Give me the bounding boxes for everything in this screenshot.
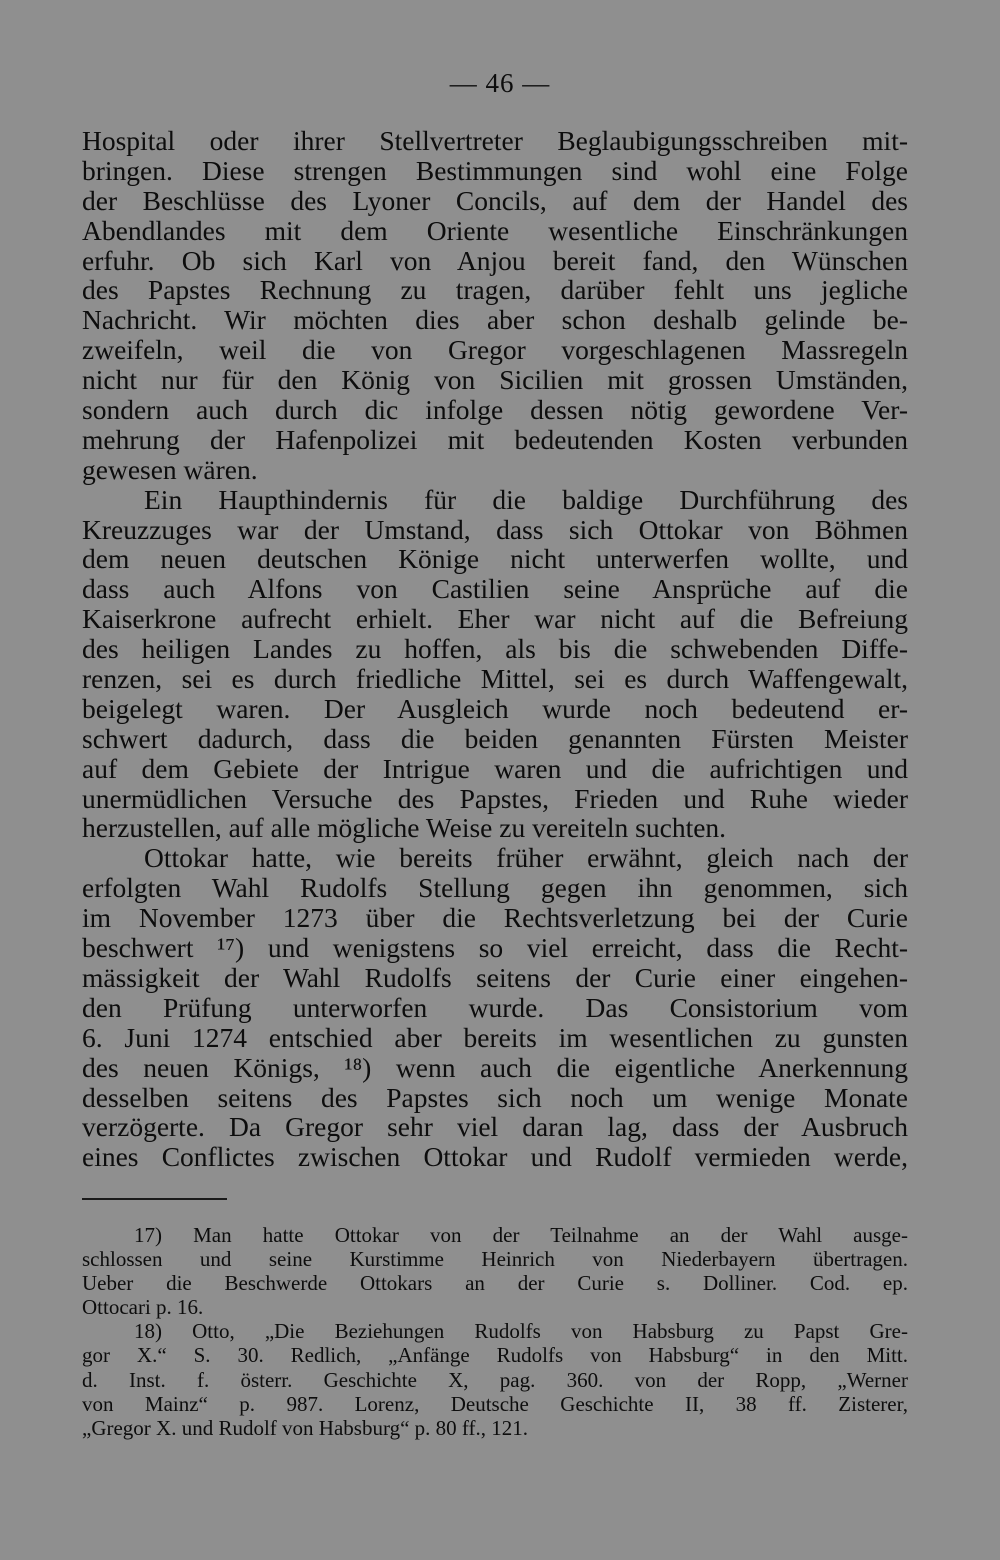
body-line: erfuhr. Ob sich Karl von Anjou bereit fand, den Wünschen — [82, 244, 908, 276]
body-text — [82, 126, 908, 1172]
footnote-line: 18) Otto, „Die Beziehungen Rudolfs von Habsburg zu Papst Gre- — [134, 1319, 908, 1344]
body-line: auf dem Gebiete der Intrigue waren und die aufrichtigen und — [82, 752, 908, 784]
body-line: des neuen Königs, ¹⁸) wenn auch die eigentliche Anerkennung — [82, 1051, 908, 1083]
body-line: herzustellen, auf alle mögliche Weise zu vereiteln suchten. — [82, 812, 727, 844]
body-line: nicht nur für den König von Sicilien mit grossen Umständen, — [82, 364, 908, 396]
body-line: sondern auch durch dic infolge dessen nötig gewordene Ver- — [82, 394, 908, 426]
body-line: dem neuen deutschen Könige nicht unterwerfen wollte, und — [82, 543, 908, 575]
body-line: des Papstes Rechnung zu tragen, darüber fehlt uns jegliche — [82, 274, 908, 306]
body-line: desselben seitens des Papstes sich noch um wenige Monate — [82, 1081, 908, 1113]
body-line: im November 1273 über die Rechtsverletzung bei der Curie — [82, 902, 908, 934]
body-line: Nachricht. Wir möchten dies aber schon deshalb gelinde be- — [82, 304, 908, 336]
body-line: den Prüfung unterworfen wurde. Das Consistorium vom — [82, 991, 908, 1023]
body-line: renzen, sei es durch friedliche Mittel, sei es durch Waffengewalt, — [82, 663, 908, 695]
footnote-divider — [82, 1198, 227, 1200]
body-line: Kaiserkrone aufrecht erhielt. Eher war nicht auf die Befreiung — [82, 603, 908, 635]
body-line: 6. Juni 1274 entschied aber bereits im wesentlichen zu gunsten — [82, 1021, 908, 1053]
body-line: des heiligen Landes zu hoffen, als bis die schwebenden Diffe- — [82, 633, 908, 665]
footnote-line: 17) Man hatte Ottokar von der Teilnahme an der Wahl ausge- — [134, 1223, 908, 1247]
footnote-line: Ueber die Beschwerde Ottokars an der Curie s. Dolliner. Cod. ep. — [82, 1271, 908, 1296]
body-line: beschwert ¹⁷) und wenigstens so viel erreicht, dass die Recht- — [82, 932, 908, 964]
body-line: verzögerte. Da Gregor sehr viel daran lag, dass der Ausbruch — [82, 1111, 908, 1143]
footnote-line: schlossen und seine Kurstimme Heinrich von Niederbayern übertragen. — [82, 1247, 908, 1272]
body-line: mässigkeit der Wahl Rudolfs seitens der Curie einer eingehen- — [82, 961, 908, 993]
footnote-line: gor X.“ S. 30. Redlich, „Anfänge Rudolfs von Habsburg“ in den Mitt. — [82, 1343, 908, 1368]
body-line: dass auch Alfons von Castilien seine Ansprüche auf die — [82, 573, 908, 605]
page-number: — 46 — — [449, 68, 551, 98]
body-line: unermüdlichen Versuche des Papstes, Frieden und Ruhe wieder — [82, 782, 908, 814]
body-line: Kreuzzuges war der Umstand, dass sich Ottokar von Böhmen — [82, 513, 908, 545]
body-line: gewesen wären. — [82, 453, 258, 485]
footnote-line: „Gregor X. und Rudolf von Habsburg“ p. 80 ff., 121. — [82, 1415, 528, 1440]
body-line: beigelegt waren. Der Ausgleich wurde noch bedeutend er- — [82, 692, 908, 724]
body-line: erfolgten Wahl Rudolfs Stellung gegen ihn genommen, sich — [82, 872, 908, 904]
body-line: Ottokar hatte, wie bereits früher erwähnt, gleich nach der — [144, 842, 908, 874]
body-line: bringen. Diese strengen Bestimmungen sind wohl eine Folge — [82, 154, 908, 186]
body-line: schwert dadurch, dass die beiden genannten Fürsten Meister — [82, 722, 908, 754]
body-line: mehrung der Hafenpolizei mit bedeutenden Kosten verbunden — [82, 423, 908, 455]
body-line: eines Conflictes zwischen Ottokar und Rudolf vermieden werde, — [82, 1141, 908, 1173]
footnotes — [82, 1223, 908, 1440]
body-line: der Beschlüsse des Lyoner Concils, auf dem der Handel des — [82, 184, 908, 216]
body-line: Hospital oder ihrer Stellvertreter Beglaubigungsschreiben mit- — [82, 125, 908, 156]
body-line: Abendlandes mit dem Oriente wesentliche Einschränkungen — [82, 214, 908, 246]
body-line: zweifeln, weil die von Gregor vorgeschlagenen Massregeln — [82, 334, 908, 366]
footnote-line: d. Inst. f. österr. Geschichte X, pag. 360. von der Ropp, „Werner — [82, 1367, 908, 1392]
body-line: Ein Haupthindernis für die baldige Durchführung des — [144, 483, 908, 515]
footnote-line: Ottocari p. 16. — [82, 1295, 204, 1320]
footnote-line: von Mainz“ p. 987. Lorenz, Deutsche Geschichte II, 38 ff. Zisterer, — [82, 1391, 908, 1416]
